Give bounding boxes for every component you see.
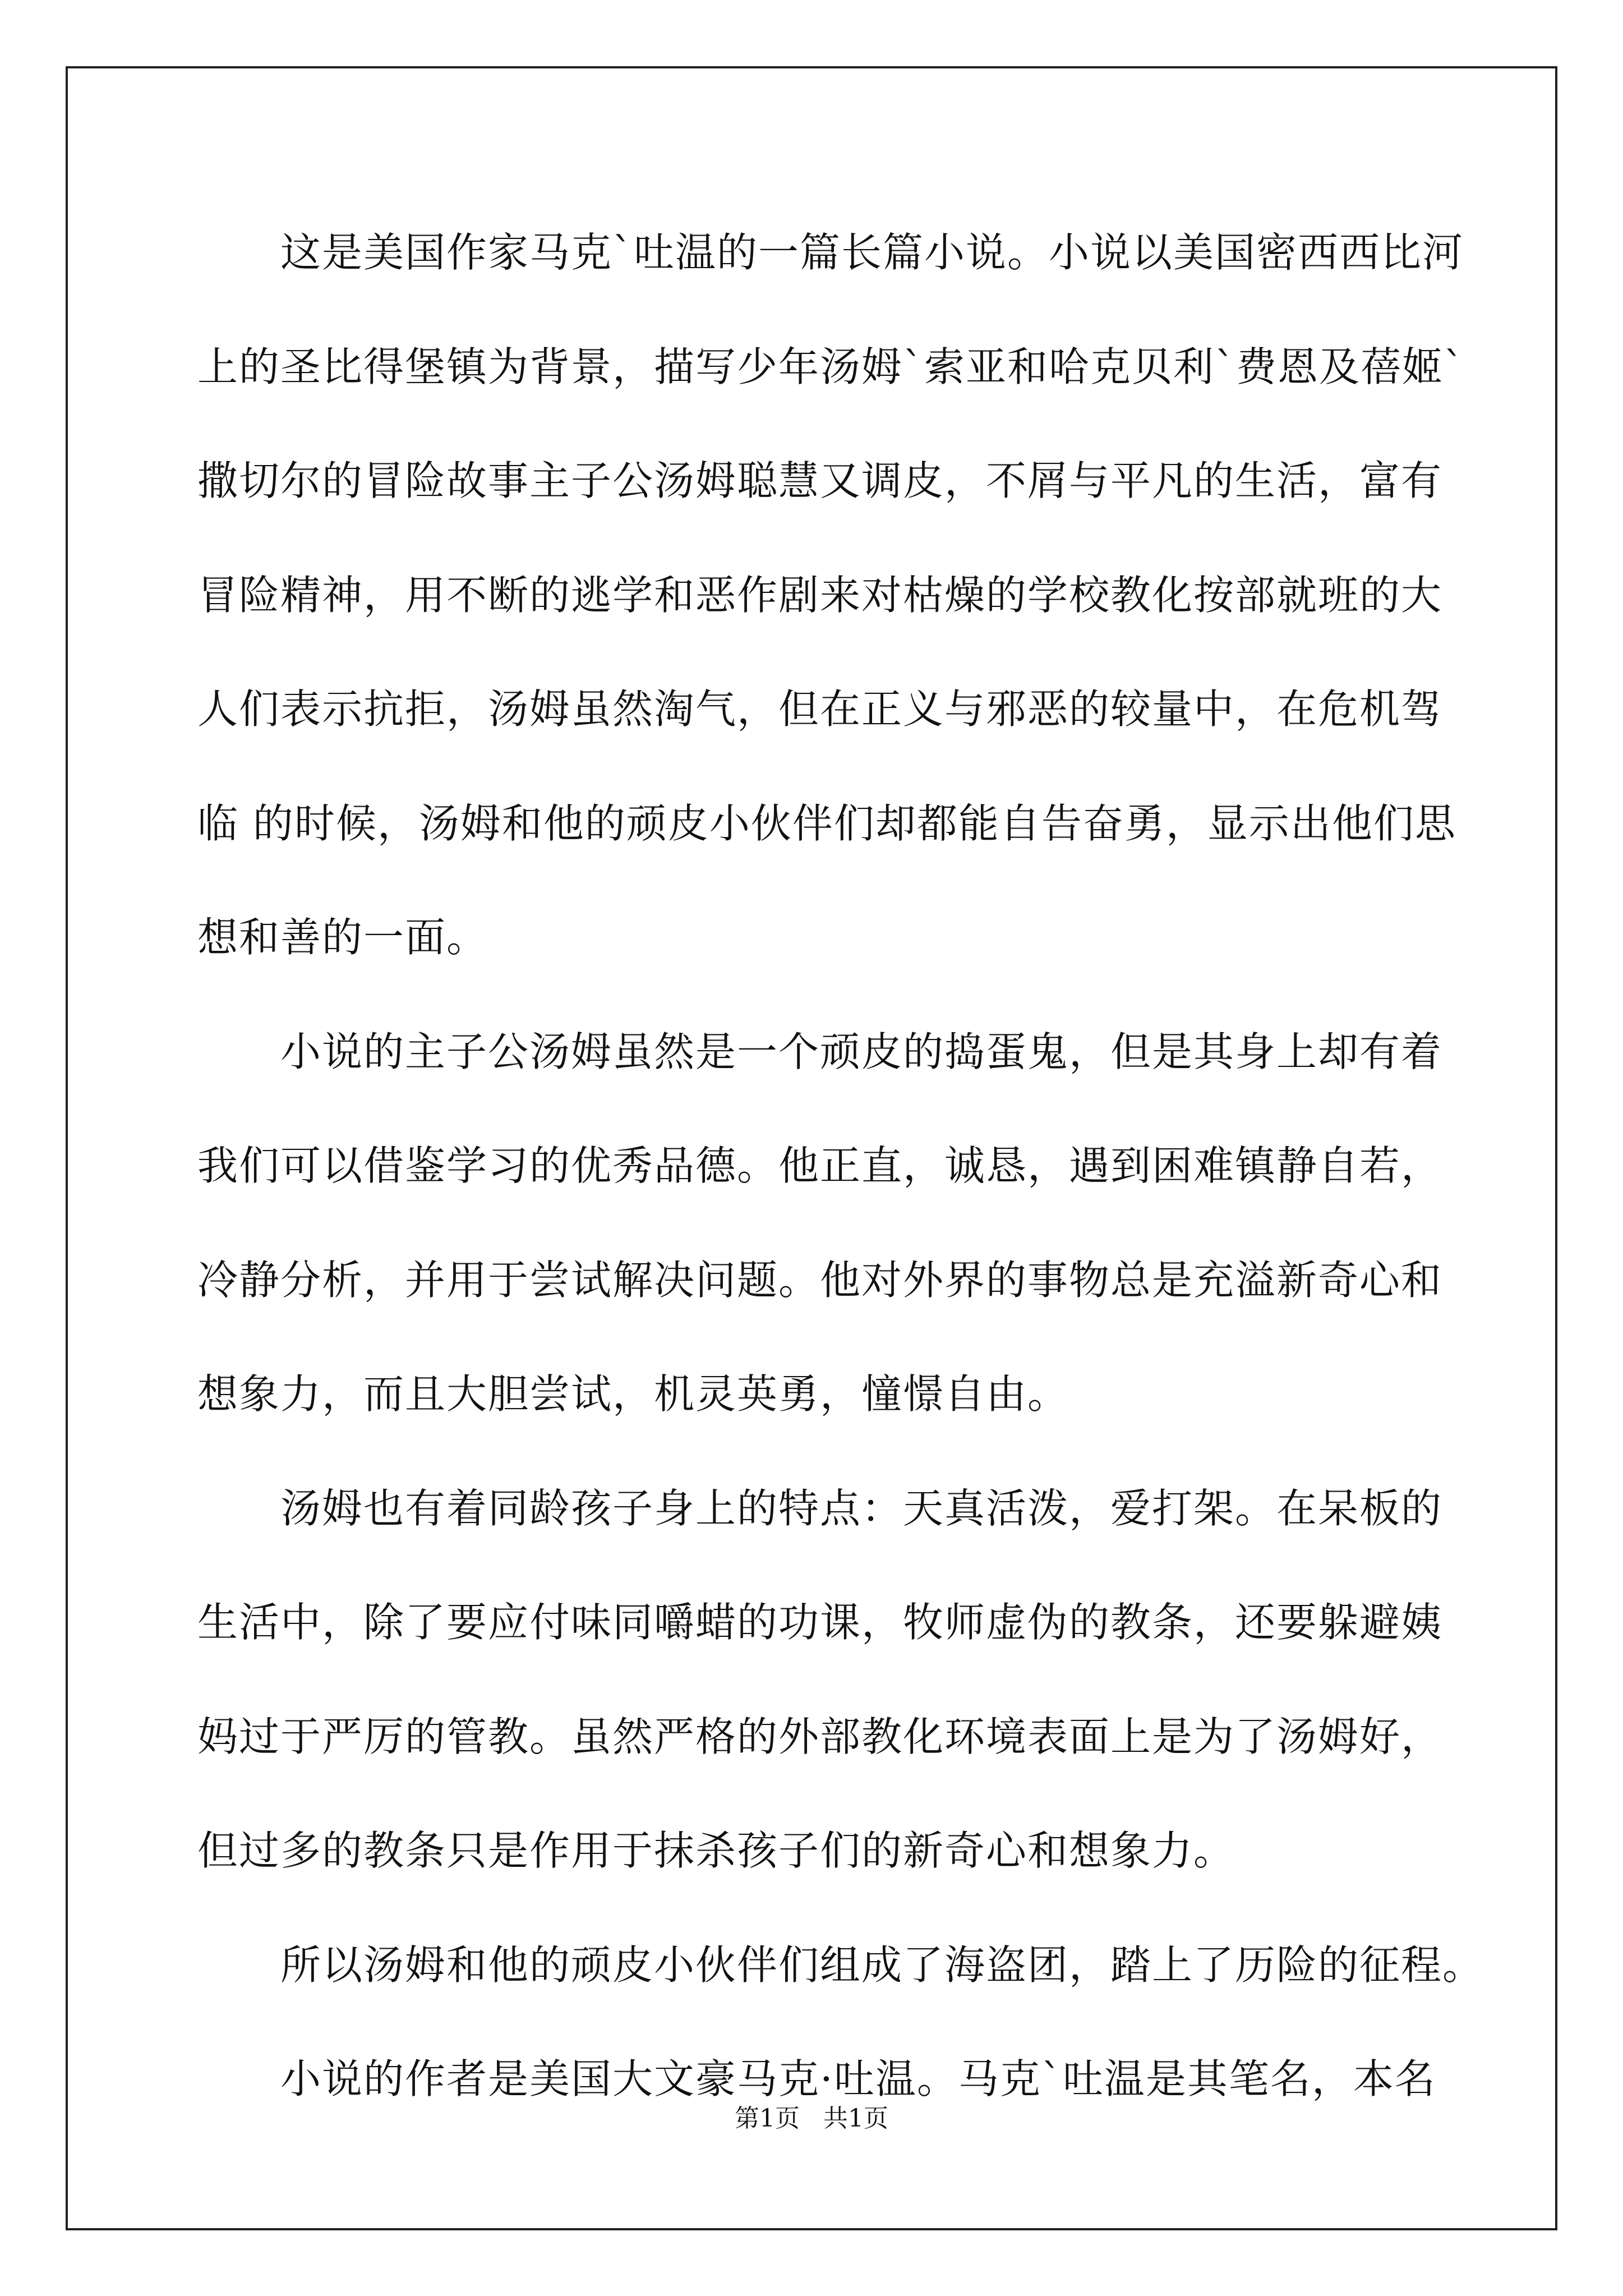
paragraph-4-line-1: 所以汤姆和他的顽皮小伙伴们组成了海盗团，踏上了历险的征程。 [280,1941,1484,1989]
paragraph-1-line-3: 撒切尔的冒险故事主子公汤姆聪慧又调皮，不屑与平凡的生活，富有 [197,457,1443,504]
paragraph-2-line-2: 我们可以借鉴学习的优秀品德。他正直，诚恳，遇到困难镇静自若， [197,1142,1443,1189]
paragraph-1-line-4: 冒险精神，用不断的逃学和恶作剧来对枯燥的学校教化按部就班的大 [197,571,1443,619]
paragraph-3-line-4: 但过多的教条只是作用于抹杀孩子们的新奇心和想象力。 [197,1827,1235,1874]
paragraph-2-line-1: 小说的主子公汤姆虽然是一个顽皮的捣蛋鬼，但是其身上却有着 [280,1028,1443,1075]
page-number-footer: 第1页 共1页 [735,2104,888,2133]
paragraph-3-line-1: 汤姆也有着同龄孩子身上的特点：天真活泼，爱打架。在呆板的 [280,1484,1443,1532]
paragraph-3-line-3: 妈过于严厉的管教。虽然严格的外部教化环境表面上是为了汤姆好， [197,1713,1443,1760]
paragraph-1-line-7: 想和善的一面。 [197,914,488,961]
paragraph-1-line-1: 这是美国作家马克`吐温的一篇长篇小说。小说以美国密西西比河 [280,229,1464,276]
paragraph-2-line-4: 想象力，而且大胆尝试，机灵英勇，憧憬自由。 [197,1370,1069,1418]
paragraph-1-line-5: 人们表示抗拒，汤姆虽然淘气，但在正义与邪恶的较量中，在危机驾 [197,685,1443,733]
paragraph-3-line-2: 生活中，除了要应付味同嚼蜡的功课，牧师虚伪的教条，还要躲避姨 [197,1599,1443,1646]
paragraph-5-line-1: 小说的作者是美国大文豪马克·吐温。马克`吐温是其笔名，本名 [280,2055,1436,2102]
paragraph-2-line-3: 冷静分析，并用于尝试解决问题。他对外界的事物总是充溢新奇心和 [197,1256,1443,1304]
paragraph-1-line-6: 临 的时候，汤姆和他的顽皮小伙伴们却都能自告奋勇，显示出他们思 [197,799,1456,847]
document-body [197,213,1484,2154]
paragraph-1-line-2: 上的圣比得堡镇为背景，描写少年汤姆`索亚和哈克贝利`费恩及蓓姬` [197,343,1465,390]
